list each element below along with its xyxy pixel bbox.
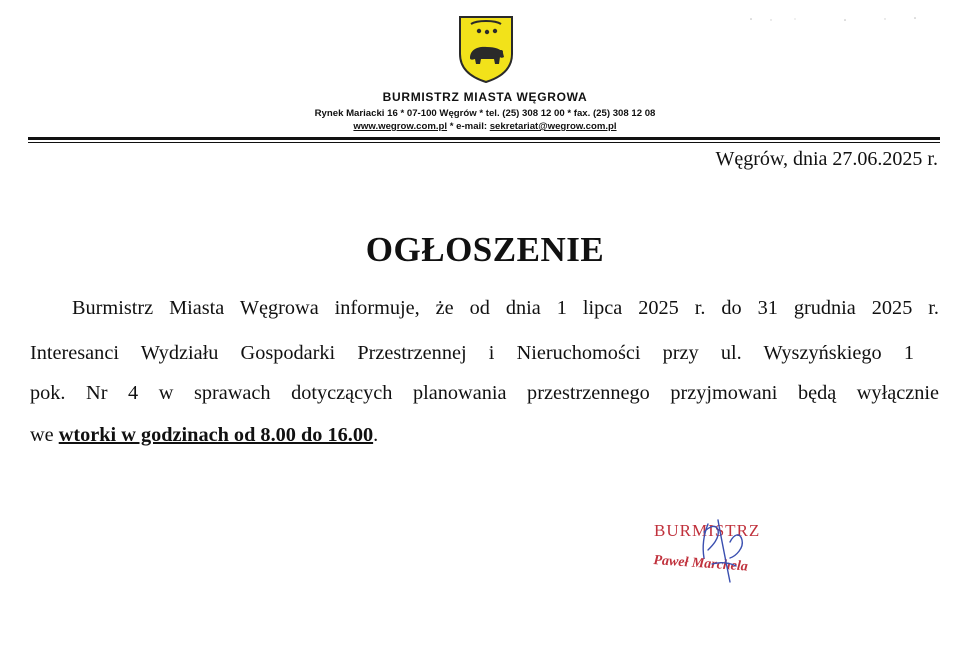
body-line-2: Interesanci Wydziału Gospodarki Przestrzennej i Nieruchomości przy ul. Wyszyńskiego 1: [30, 342, 914, 364]
date-line: Węgrów, dnia 27.06.2025 r.: [715, 148, 938, 170]
website-link[interactable]: www.wegrow.com.pl: [353, 121, 448, 132]
announcement-title: OGŁOSZENIE: [365, 230, 605, 269]
body-line-1: Burmistrz Miasta Węgrowa informuje, że od dnia 1 lipca 2025 r. do 31 grudnia 2025 r.: [72, 297, 939, 319]
scan-specks: [745, 14, 935, 24]
stamp-title: BURMISTRZ: [654, 521, 761, 540]
coat-of-arms-bear-icon: [457, 14, 515, 84]
stamp-name: Paweł Marchela: [652, 553, 749, 575]
office-title: BURMISTRZ MIASTA WĘGROWA: [382, 90, 588, 104]
handwritten-signature-icon: [690, 512, 750, 592]
email-label: * e-mail:: [447, 121, 490, 132]
office-contact-line: [0, 121, 955, 132]
header-divider-thin: [28, 142, 940, 143]
body-line-4: [30, 424, 378, 447]
body-line-4-prefix: we: [30, 424, 59, 446]
email-link[interactable]: sekretariat@wegrow.com.pl: [489, 121, 617, 132]
header-divider-thick: [28, 137, 940, 140]
body-line-3: pok. Nr 4 w sprawach dotyczących planowania przestrzennego przyjmowani będą wyłącznie: [30, 382, 939, 404]
body-line-4-suffix: .: [373, 424, 379, 446]
office-address: Rynek Mariacki 16 * 07-100 Węgrów * tel. (25) 308 12 00 * fax. (25) 308 12 08: [314, 108, 656, 119]
office-hours-emphasis: wtorki w godzinach od 8.00 do 16.00: [58, 424, 374, 446]
